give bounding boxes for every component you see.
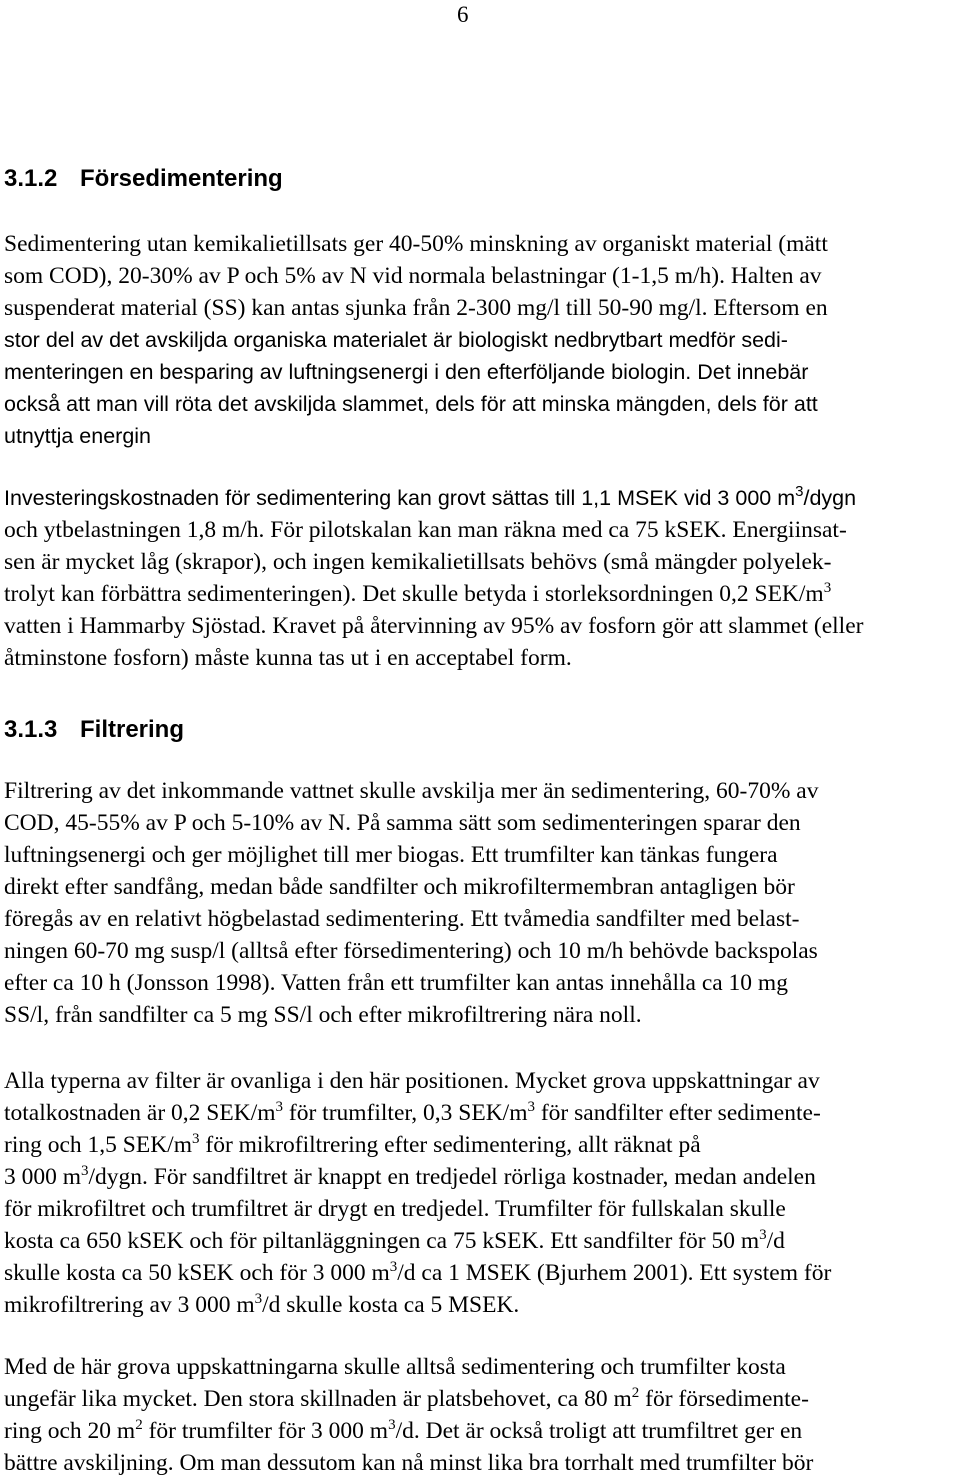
text-line: sen är mycket låg (skrapor), och ingen kemikalietillsats behövs (små mängder polyelek- — [4, 549, 832, 575]
text-line: stor del av det avskiljda organiska materialet är biologiskt nedbrytbart medför sedi- — [4, 328, 788, 352]
text-line: totalkostnaden är 0,2 SEK/$m^3$ för trumfilter, 0,3 SEK/$m^3$ för sandfilter efter sedimente- — [4, 1099, 821, 1126]
text-line: Investeringskostnaden för sedimentering kan grovt sättas till 1,1 MSEK vid 3 000 $m^3$/dygn — [4, 483, 857, 510]
text-line: för mikrofiltret och trumfiltret är drygt en tredjedel. Trumfilter för fullskalan skulle — [4, 1196, 786, 1222]
text-line: luftningsenergi och ger möjlighet till mer biogas. Ett trumfilter kan tänkas fungera — [4, 842, 778, 868]
text-line: och ytbelastningen 1,8 m/h. För pilotskalan kan man räkna med ca 75 kSEK. Energiinsat- — [4, 517, 847, 543]
text-line: åtminstone fosforn) måste kunna tas ut i en acceptabel form. — [4, 645, 572, 671]
text-line: SS/l, från sandfilter ca 5 mg SS/l och efter mikrofiltrering nära noll. — [4, 1002, 642, 1028]
text-line: ungefär lika mycket. Den stora skillnaden är platsbehovet, ca 80 $m^2$ för försedimente- — [4, 1385, 809, 1412]
text-line: utnyttja energin — [4, 424, 152, 448]
text-line: vatten i Hammarby Sjöstad. Kravet på återvinning av 95% av fosforn gör att slammet (eller — [4, 613, 864, 639]
paragraph-filtrering-intro — [4, 775, 960, 1031]
text-line: direkt efter sandfång, medan både sandfilter och mikrofiltermembran antagligen bör — [4, 874, 795, 900]
text-line: Filtrering av det inkommande vattnet skulle avskilja mer än sedimentering, 60-70% av — [4, 778, 819, 804]
text-line: Sedimentering utan kemikalietillsats ger 40-50% minskning av organiskt material (mätt — [4, 231, 828, 257]
section-number: 3.1.3 — [4, 716, 58, 743]
text-line: föregås av en relativt högbelastad sedimentering. Ett tvåmedia sandfilter med belast- — [4, 906, 800, 932]
text-line: skulle kosta ca 50 kSEK och för 3 000 $m^3/d$ ca 1 MSEK (Bjurhem 2001). Ett system för — [4, 1259, 832, 1286]
text-line: 3 000 $m^3$/dygn. För sandfiltret är knappt en tredjedel rörliga kostnader, medan andelen — [4, 1163, 816, 1190]
text-line: som COD), 20-30% av P och 5% av N vid normala belastningar (1-1,5 m/h). Halten av — [4, 263, 822, 289]
paragraph-sedimentering-intro — [4, 228, 960, 452]
text-line: ningen 60-70 mg susp/l (alltså efter försedimentering) och 10 m/h behövde backspolas — [4, 938, 818, 964]
paragraph-investeringskostnad — [4, 482, 960, 674]
section-heading-3-1-2 — [4, 165, 283, 193]
text-line: efter ca 10 h (Jonsson 1998). Vatten från ett trumfilter kan antas innehålla ca 10 mg — [4, 970, 788, 996]
text-line: ring och 20 $m^2$ för trumfilter för 3 000 $m^3/d$. Det är också troligt att trumfiltret ger en — [4, 1417, 803, 1444]
paragraph-jamforelse — [4, 1351, 960, 1479]
paragraph-filterkostnader — [4, 1065, 960, 1321]
text-line: också att man vill röta det avskiljda slammet, dels för att minska mängden, dels för att — [4, 392, 818, 416]
text-line: suspenderat material (SS) kan antas sjunka från 2-300 mg/l till 50-90 mg/l. Eftersom en — [4, 295, 828, 321]
text-line: Alla typerna av filter är ovanliga i den här positionen. Mycket grova uppskattningar av — [4, 1068, 820, 1094]
section-title: Filtrering — [80, 716, 185, 743]
text-line: COD, 45-55% av P och 5-10% av N. På samma sätt som sedimenteringen sparar den — [4, 810, 801, 836]
text-line: ring och 1,5 SEK/$m^3$ för mikrofiltrering efter sedimentering, allt räknat på — [4, 1131, 701, 1158]
text-line: kosta ca 650 kSEK och för piltanläggningen ca 75 kSEK. Ett sandfilter för 50 $m^3/d$ — [4, 1227, 785, 1254]
section-number: 3.1.2 — [4, 165, 58, 192]
section-title: Försedimentering — [80, 165, 283, 192]
text-line: mikrofiltrering av 3 000 $m^3/d$ skulle kosta ca 5 MSEK. — [4, 1291, 520, 1318]
text-line: menteringen en besparing av luftningsenergi i den efterföljande biologin. Det innebär — [4, 360, 809, 384]
text-line: trolyt kan förbättra sedimenteringen). Det skulle betyda i storleksordningen 0,2 SEK/$m^3$ — [4, 580, 832, 607]
section-heading-3-1-3 — [4, 716, 184, 744]
text-line: Med de här grova uppskattningarna skulle alltså sedimentering och trumfilter kosta — [4, 1354, 786, 1380]
page-number: 6 — [457, 2, 469, 27]
text-line: bättre avskiljning. Om man dessutom kan nå minst lika bra torrhalt med trumfilter bör — [4, 1450, 814, 1476]
